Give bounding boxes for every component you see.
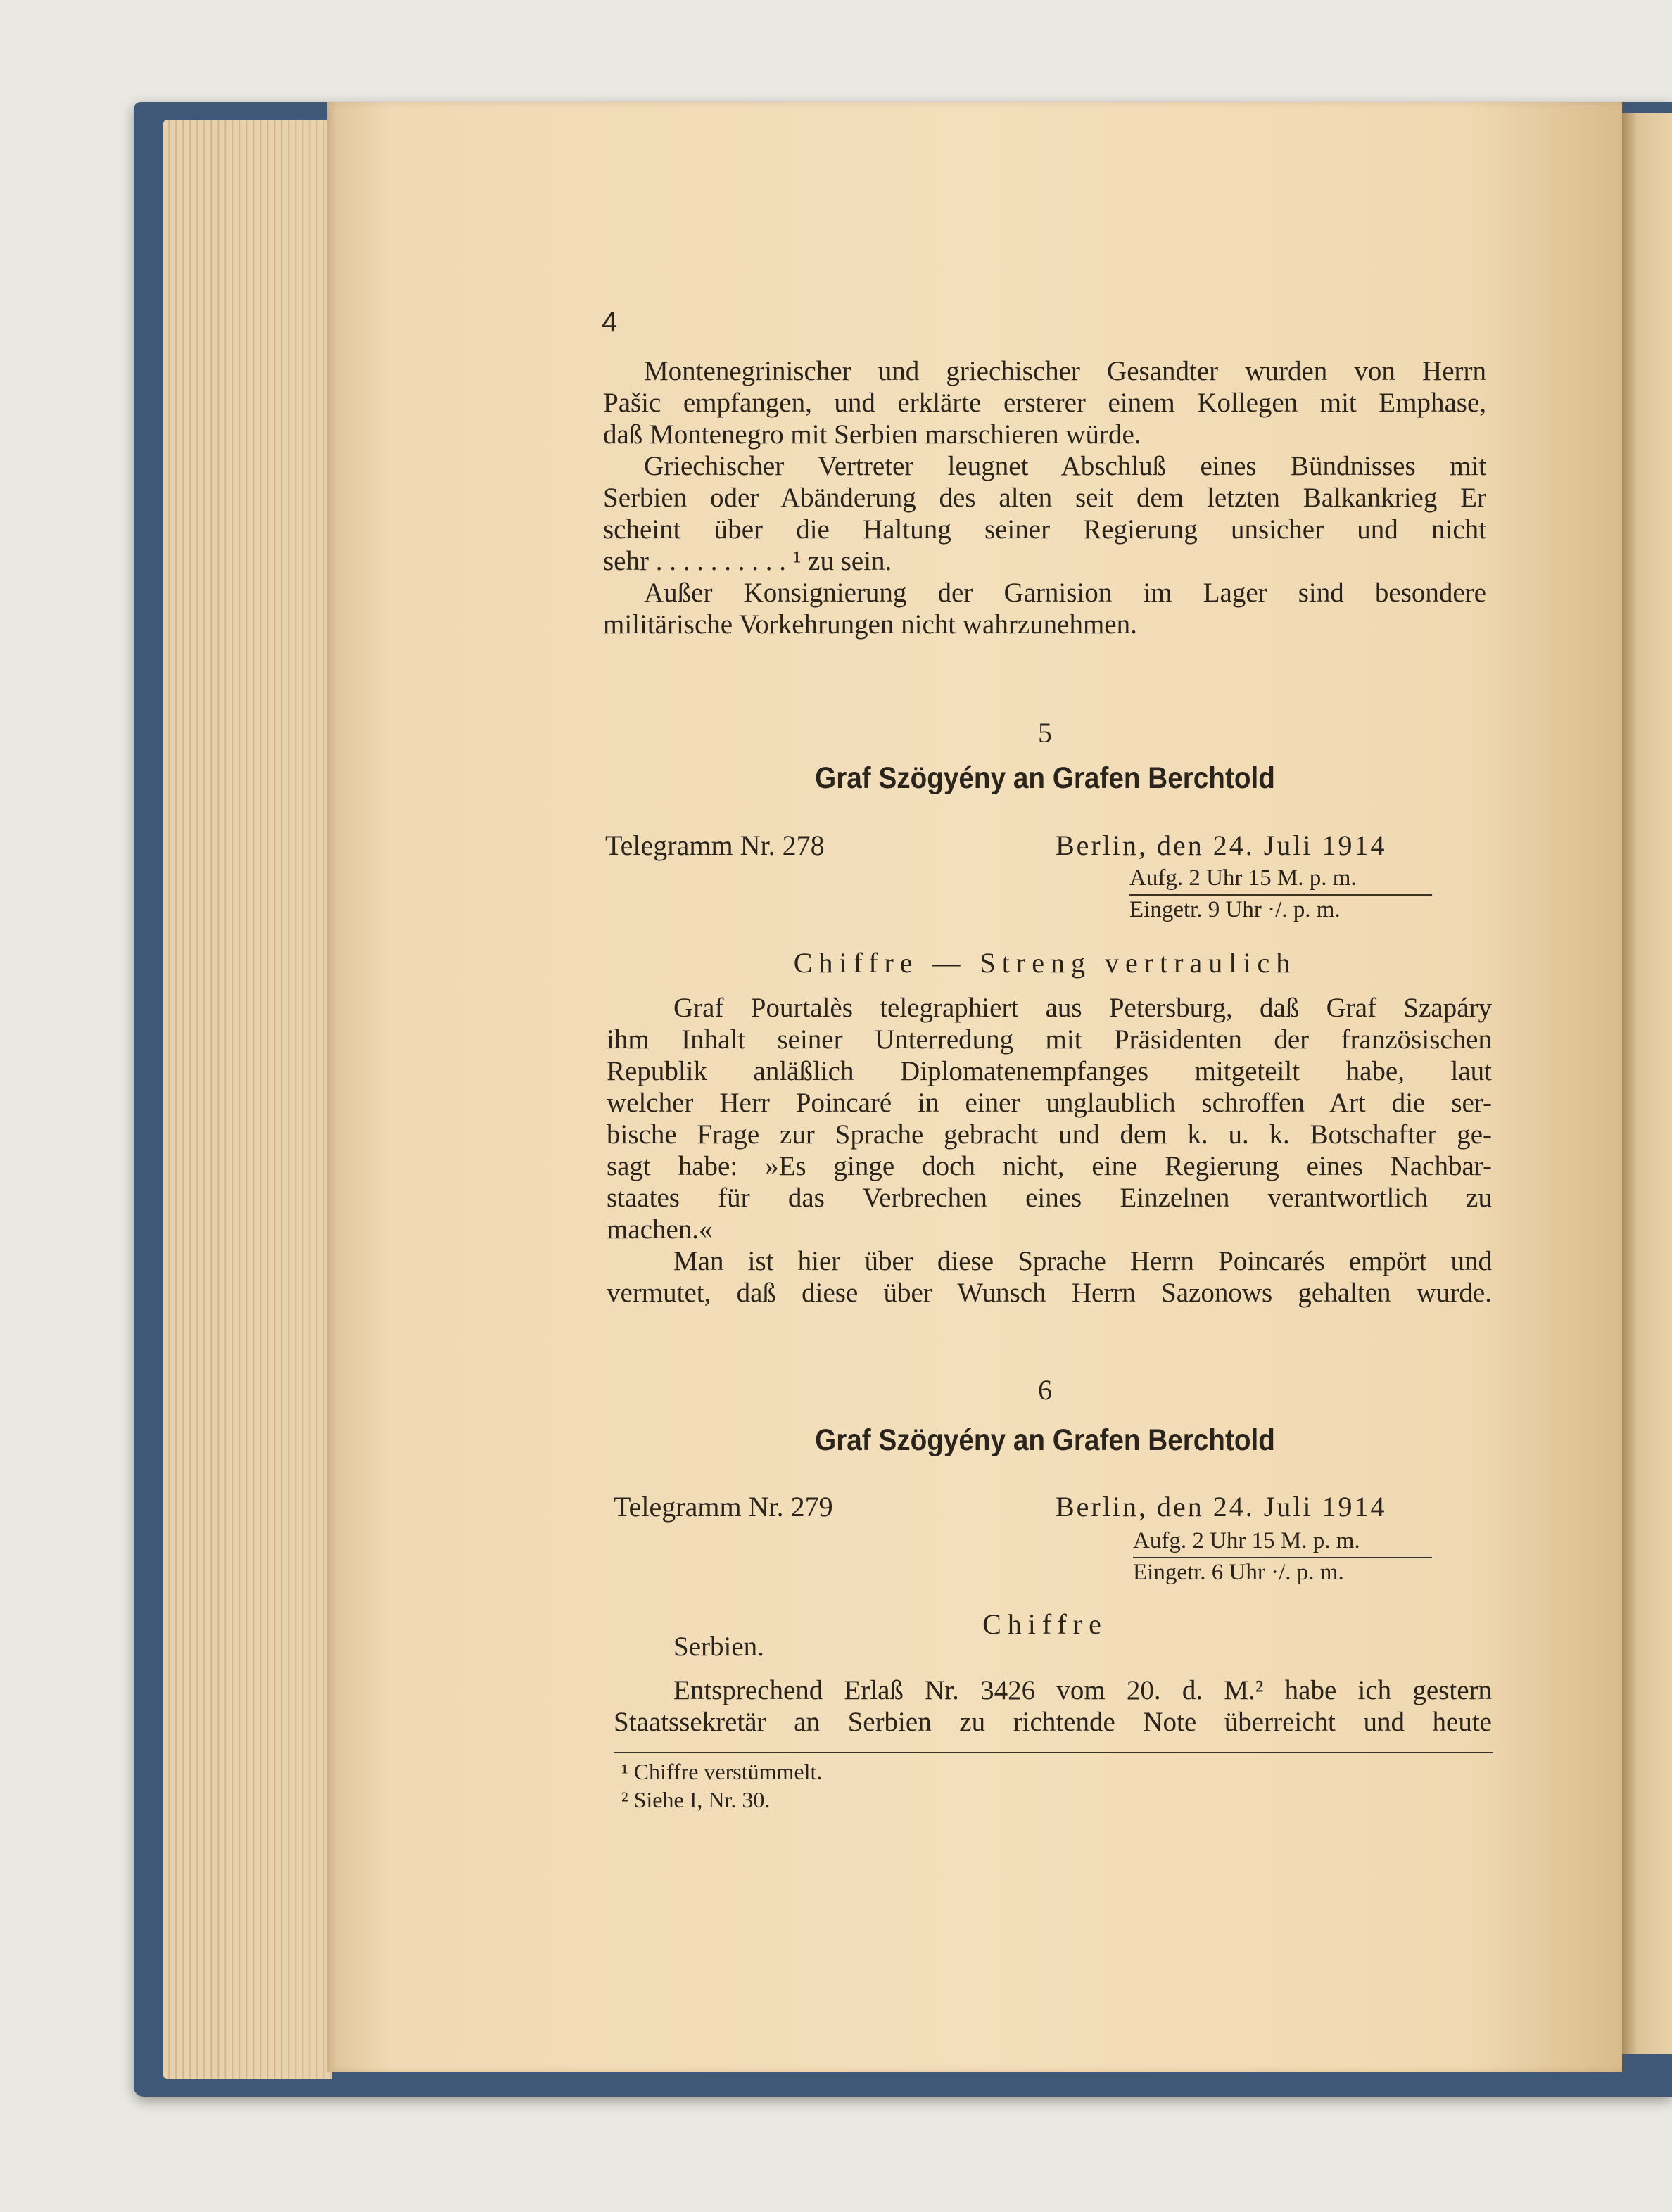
sent-time: Aufg. 2 Uhr 15 M. p. m. <box>1129 865 1357 891</box>
paragraph-military <box>603 577 1486 640</box>
received-time: Eingetr. 6 Uhr ·/. p. m. <box>1133 1560 1344 1585</box>
document-body <box>614 1674 1492 1738</box>
text-line: Montenegrinischer und griechischer Gesandter wurden von Herrn <box>644 356 1486 386</box>
text-line: Serbien oder Abänderung des alten seit dem letzten Balkankrieg Er <box>603 483 1486 513</box>
document-number: 6 <box>1038 1374 1052 1406</box>
footnote-rule <box>614 1752 1493 1753</box>
text-line: Außer Konsignierung der Garnision im Lager sind besondere <box>644 578 1486 608</box>
text-line: Republik anläßlich Diplomatenempfanges mitgeteilt habe, laut <box>607 1056 1492 1086</box>
text-line: Graf Pourtalès telegraphiert aus Petersburg, daß Graf Szapáry <box>673 993 1492 1023</box>
page-number: 4 <box>602 307 618 338</box>
footnote: ² Siehe I, Nr. 30. <box>621 1787 771 1812</box>
facing-page-edge <box>1622 113 1672 2054</box>
sent-time: Aufg. 2 Uhr 15 M. p. m. <box>1133 1528 1360 1553</box>
text-line: ihm Inhalt seiner Unterredung mit Präsidenten der französischen <box>607 1024 1492 1055</box>
document-title: Graf Szögyény an Grafen Berchtold <box>815 761 1275 795</box>
document-title: Graf Szögyény an Grafen Berchtold <box>815 1423 1275 1457</box>
received-time: Eingetr. 9 Uhr ·/. p. m. <box>1129 897 1341 922</box>
text-line: militärische Vorkehrungen nicht wahrzunehmen. <box>603 609 1137 640</box>
document-body <box>607 992 1492 1309</box>
text-line: Entsprechend Erlaß Nr. 3426 vom 20. d. M.² habe ich gestern <box>673 1675 1492 1705</box>
text-line: sagt habe: »Es ginge doch nicht, eine Regierung eines Nachbar- <box>607 1151 1492 1181</box>
telegram-number: Telegramm Nr. 278 <box>605 830 825 861</box>
classification: Chiffre — Streng vertraulich <box>793 947 1297 979</box>
text-line: Staatssekretär an Serbien zu richtende Note überreicht und heute <box>614 1707 1492 1737</box>
text-line: Pašic empfangen, und erklärte ersterer einem Kollegen mit Emphase, <box>603 388 1486 418</box>
text-line: sehr . . . . . . . . . . ¹ zu sein. <box>603 546 892 576</box>
place-date: Berlin, den 24. Juli 1914 <box>1056 1491 1387 1523</box>
text-line: daß Montenegro mit Serbien marschieren würde. <box>603 419 1141 450</box>
text-line: Man ist hier über diese Sprache Herrn Poincarés empört und <box>673 1246 1492 1276</box>
text-line: Griechischer Vertreter leugnet Abschluß eines Bündnisses mit <box>644 451 1486 481</box>
paragraph-greek-envoy <box>603 450 1486 577</box>
text-line: bische Frage zur Sprache gebracht und dem k. u. k. Botschafter ge- <box>607 1119 1492 1150</box>
footnote: ¹ Chiffre verstümmelt. <box>621 1759 823 1784</box>
document-number: 5 <box>1038 717 1052 749</box>
text-line: welcher Herr Poincaré in einer unglaublich schroffen Art die ser- <box>607 1088 1492 1118</box>
text-line: machen.« <box>607 1214 713 1245</box>
place-date: Berlin, den 24. Juli 1914 <box>1056 830 1387 861</box>
classification: Chiffre <box>982 1608 1108 1640</box>
subject-line: Serbien. <box>673 1632 764 1662</box>
divider-line <box>1129 894 1432 896</box>
telegram-number: Telegramm Nr. 279 <box>614 1491 833 1523</box>
text-line: scheint über die Haltung seiner Regierung unsicher und nicht <box>603 514 1486 545</box>
divider-line <box>1133 1557 1432 1558</box>
page-edges <box>163 120 332 2079</box>
text-line: vermutet, daß diese über Wunsch Herrn Sazonows gehalten wurde. <box>607 1278 1492 1308</box>
text-line: staates für das Verbrechen eines Einzelnen verantwortlich zu <box>607 1183 1492 1213</box>
intro-paragraph <box>603 355 1486 450</box>
